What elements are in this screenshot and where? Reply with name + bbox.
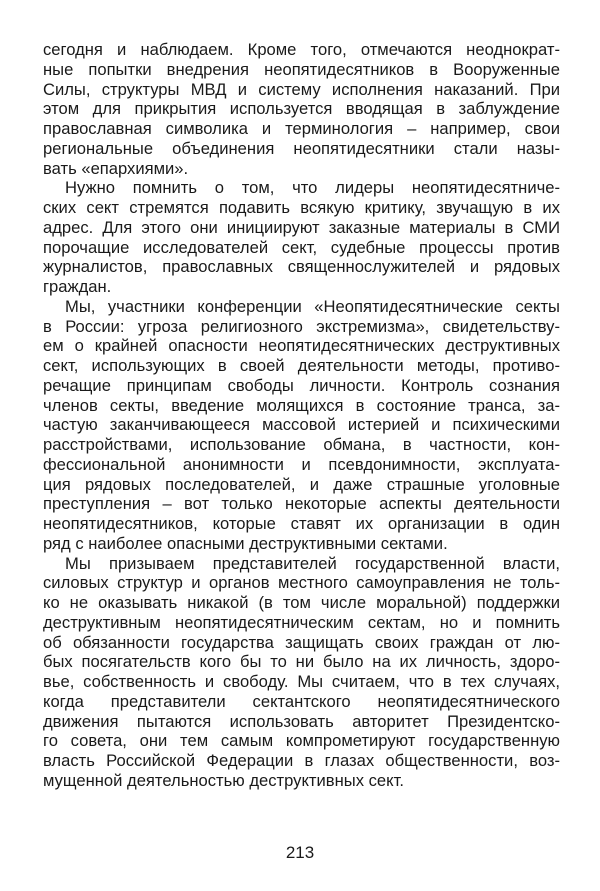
paragraph <box>43 178 560 297</box>
text-line: региональные объединения неопятидесятники стали назы- <box>43 138 560 158</box>
text-line: этом для прикрытия используется вводящая в заблуждение <box>43 99 560 119</box>
text-line: когда представители сектантского неопятидесятнического <box>43 691 560 711</box>
text-line: вать «епархиями». <box>43 158 189 178</box>
text-line: вье, собственность и свободу. Мы считаем, что в тех случаях, <box>43 672 560 691</box>
text-line: фессиональной анонимности и псевдонимности, эксплуата- <box>43 454 560 474</box>
paragraph <box>43 297 560 554</box>
text-line: в России: угроза религиозного экстремизма», свидетельству- <box>43 316 560 336</box>
page-number: 213 <box>285 843 315 862</box>
text-line: го совета, они тем самым компрометируют государственную <box>43 731 560 751</box>
text-line: Мы призываем представителей государственной власти, <box>65 553 560 573</box>
text-line: Нужно помнить о том, что лидеры неопятидесятниче- <box>65 178 560 198</box>
text-line: православная символика и терминология – например, свои <box>43 119 560 138</box>
text-line: преступления – вот только некоторые аспекты деятельности <box>43 494 560 514</box>
text-line: ских сект стремятся подавить всякую критику, звучащую в их <box>43 198 560 217</box>
page-body-text <box>43 40 560 791</box>
text-line: сект, использующих в своей деятельности методы, противо- <box>43 356 560 375</box>
paragraph <box>43 554 560 791</box>
text-line: ция рядовых последователей, и даже страшные уголовные <box>43 474 560 494</box>
text-line: движения пытаются использовать авторитет Президентско- <box>43 711 560 731</box>
text-line: силовых структур и органов местного самоуправления не толь- <box>43 573 560 593</box>
text-line: деструктивным неопятидесятническим сектам, но и помнить <box>43 612 560 632</box>
text-line: журналистов, православных священнослужителей и рядовых <box>43 257 560 277</box>
text-line: неопятидесятников, которые ставят их организации в один <box>43 514 560 533</box>
text-line: речащие принципам свободы личности. Контроль сознания <box>43 375 560 395</box>
text-line: граждан. <box>43 277 112 296</box>
text-line: сегодня и наблюдаем. Кроме того, отмечаются неоднократ- <box>43 40 560 59</box>
text-line: Силы, структуры МВД и систему исполнения наказаний. При <box>43 79 560 99</box>
text-line: расстройствами, использование обмана, в частности, кон- <box>43 435 560 454</box>
text-line: адрес. Для этого они инициируют заказные материалы в СМИ <box>43 217 560 237</box>
text-line: частую заканчивающееся массовой истерией и психическими <box>43 415 560 435</box>
text-line: бых посягательств кого бы то ни было на их личность, здоро- <box>43 652 560 672</box>
text-line: ем о крайней опасности неопятидесятнических деструктивных <box>43 336 560 356</box>
text-line: об обязанности государства защищать своих граждан от лю- <box>43 632 560 652</box>
text-line: ко не оказывать никакой (в том числе моральной) поддержки <box>43 593 560 612</box>
text-line: порочащие исследователей сект, судебные процессы против <box>43 237 560 257</box>
text-line: Мы, участники конференции «Неопятидесятнические секты <box>65 296 560 316</box>
text-line: мущенной деятельностью деструктивных сект. <box>43 770 404 790</box>
text-line: ряд с наиболее опасными деструктивными сектами. <box>43 533 448 553</box>
paragraph <box>43 40 560 178</box>
text-line: ные попытки внедрения неопятидесятников в Вооруженные <box>43 59 560 79</box>
text-line: власть Российской Федерации в глазах общественности, воз- <box>43 751 560 770</box>
text-line: членов секты, введение молящихся в состояние транса, за- <box>43 395 560 415</box>
